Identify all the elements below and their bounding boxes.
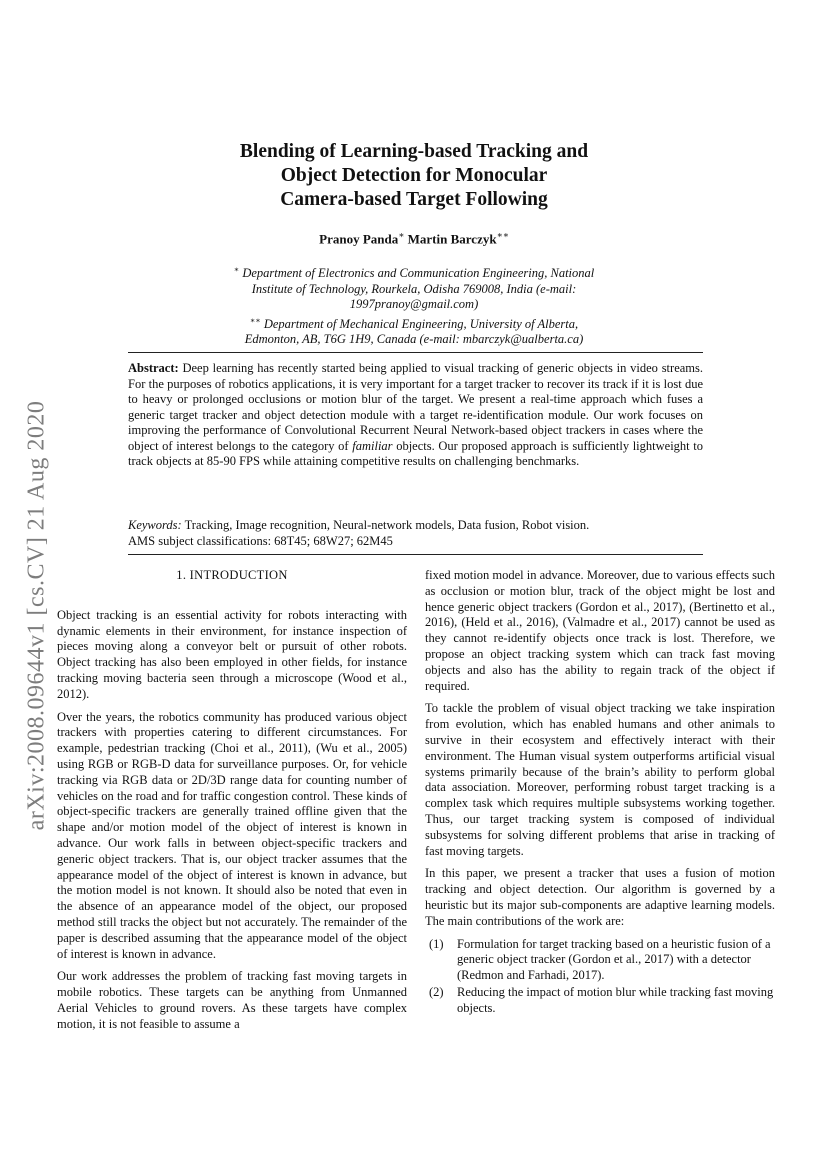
abstract (128, 361, 703, 470)
affiliation-line: Institute of Technology, Rourkela, Odisha 769008, India (e-mail: (251, 281, 577, 296)
author-name: Pranoy Panda (319, 231, 399, 247)
paragraph: In this paper, we present a tracker that uses a fusion of motion tracking and object detection. Our algorithm is governed by a heuristic but its major sub-components are adaptive learning models. The main contributions of the work are: (425, 866, 775, 928)
affiliation-mark: ∗ (233, 265, 240, 274)
author-mark: ∗∗ (496, 230, 509, 240)
abstract-label: Abstract: (128, 361, 179, 375)
list-item (425, 985, 775, 1017)
affiliation-line: ∗∗ Department of Mechanical Engineering, University of Alberta, (249, 315, 579, 331)
author-name: Martin Barczyk (407, 231, 497, 247)
author-list (100, 230, 728, 247)
keywords-label: Keywords: (128, 518, 182, 532)
abstract-text: objects. Our proposed approach is sufficiently lightweight to track objects at 85-90 FPS while attaining competitive results on challenging benchmarks. (128, 438, 704, 468)
paragraph: fixed motion model in advance. Moreover, due to various effects such as occlusion or motion blur, track of the object might be lost and hence generic object trackers (Gordon et al., 2017), (Bertinetto et al., 2016), (Held et al., 2016), (Valmadre et al., 2017) cannot be used as they cannot re-identify objects once track is lost. Therefore, we propose an object tracking system which can track fast moving objects and also has the ability to regain track of the object if required. (425, 568, 775, 693)
affiliation-line: ∗ Department of Electronics and Communication Engineering, National (233, 265, 595, 281)
paragraph: Our work addresses the problem of tracking fast moving targets in mobile robotics. These targets can be anything from Unmanned Aerial Vehicles to ground rovers. As these targets have complex motion, it is not feasible to assume a (57, 969, 407, 1031)
paragraph: Object tracking is an essential activity for robots interacting with dynamic elements in their environment, for instance inspection of pieces moving along a conveyor belt or pursuit of other robots. Object tracking has also been employed in other fields, for instance tracking moving bacteria seen through a microscope (Wood et al., 2012). (57, 607, 407, 701)
abstract-emphasis: familiar (352, 438, 393, 453)
affiliation-line: Edmonton, AB, T6G 1H9, Canada (e-mail: mbarczyk@ualberta.ca) (244, 332, 584, 347)
section-heading: 1. INTRODUCTION (176, 568, 288, 582)
abstract-top-rule (128, 352, 703, 353)
list-number: (1) (429, 936, 444, 951)
right-column (425, 568, 775, 1018)
affiliations (150, 262, 678, 348)
arxiv-stamp (22, 355, 52, 875)
list-text: Reducing the impact of motion blur while tracking fast moving objects. (457, 984, 774, 1015)
ams-classifications: AMS subject classifications: 68T45; 68W27; 62M45 (128, 533, 393, 548)
title-line: Blending of Learning-based Tracking and (239, 141, 589, 162)
list-number: (2) (429, 984, 444, 999)
affiliation-mark: ∗∗ (249, 315, 261, 325)
arxiv-stamp-text: arXiv:2008.09644v1 [cs.CV] 21 Aug 2020 (23, 400, 50, 830)
title-line: Camera-based Target Following (280, 189, 548, 210)
paragraph: Over the years, the robotics community has produced various object trackers with properties catering to different circumstances. For example, pedestrian tracking (Choi et al., 2011), (Wu et al., 2005) using RGB or RGB-D data for surveillance purposes. Or, for vehicle tracking via RGB data or 2D/3D range data for counting number of vehicles on the road and for traffic congestion control. These kinds of object-specific trackers are generally trained offline given that the shape and/or motion model of the object of interest is known in advance. Our work falls in between object-specific trackers and generic object trackers. That is, our object tracker assumes that the appearance model of the object of interest is known in advance, but the motion model is not known. It should also be noted that even in the absence of an appearance model of the object, our proposed method still tracks the object but not accurately. The remainder of the paper is described assuming that the appearance model of the object of interest is known in advance. (57, 709, 407, 961)
affiliation-line: 1997pranoy@gmail.com) (349, 297, 479, 312)
paper-title (100, 140, 728, 212)
list-item (425, 937, 775, 984)
keywords-text: Tracking, Image recognition, Neural-network models, Data fusion, Robot vision. (184, 518, 590, 532)
contributions-list (425, 937, 775, 1017)
author-mark: ∗ (398, 230, 405, 240)
keywords (128, 518, 703, 549)
abstract-bottom-rule (128, 554, 703, 555)
left-column (57, 568, 407, 1040)
list-text: Formulation for target tracking based on a heuristic fusion of a generic object tracker (Gordon et al., 2017) with a detector (Redmon and Farhadi, 2017). (457, 936, 771, 983)
paragraph: To tackle the problem of visual object tracking we take inspiration from evolution, which has enabled humans and other animals to survive in their ecosystem and effectively interact with their environment. The Human visual system outperforms artificial visual systems primarily because of the brain’s ability to perform global data association. Moreover, performing robust target tracking is a complex task which requires multiple subsystems working together. Thus, our target tracking system is composed of individual subsystems for solving different problems that arise in tracking of fast moving targets. (425, 701, 775, 858)
title-line: Object Detection for Monocular (280, 165, 548, 186)
abstract-text: Deep learning has recently started being applied to visual tracking of generic objects in video streams. For the purposes of robotics applications, it is very important for a target tracker to recover its track if it is lost due to heavy or prolonged occlusions or motion blur of the target. We present a real-time approach which fuses a generic target tracker and object detection module with a target re-identification module. Our work focuses on improving the performance of Convolutional Recurrent Neural Network-based object trackers in cases where the object of interest belongs to the category of (128, 361, 703, 453)
